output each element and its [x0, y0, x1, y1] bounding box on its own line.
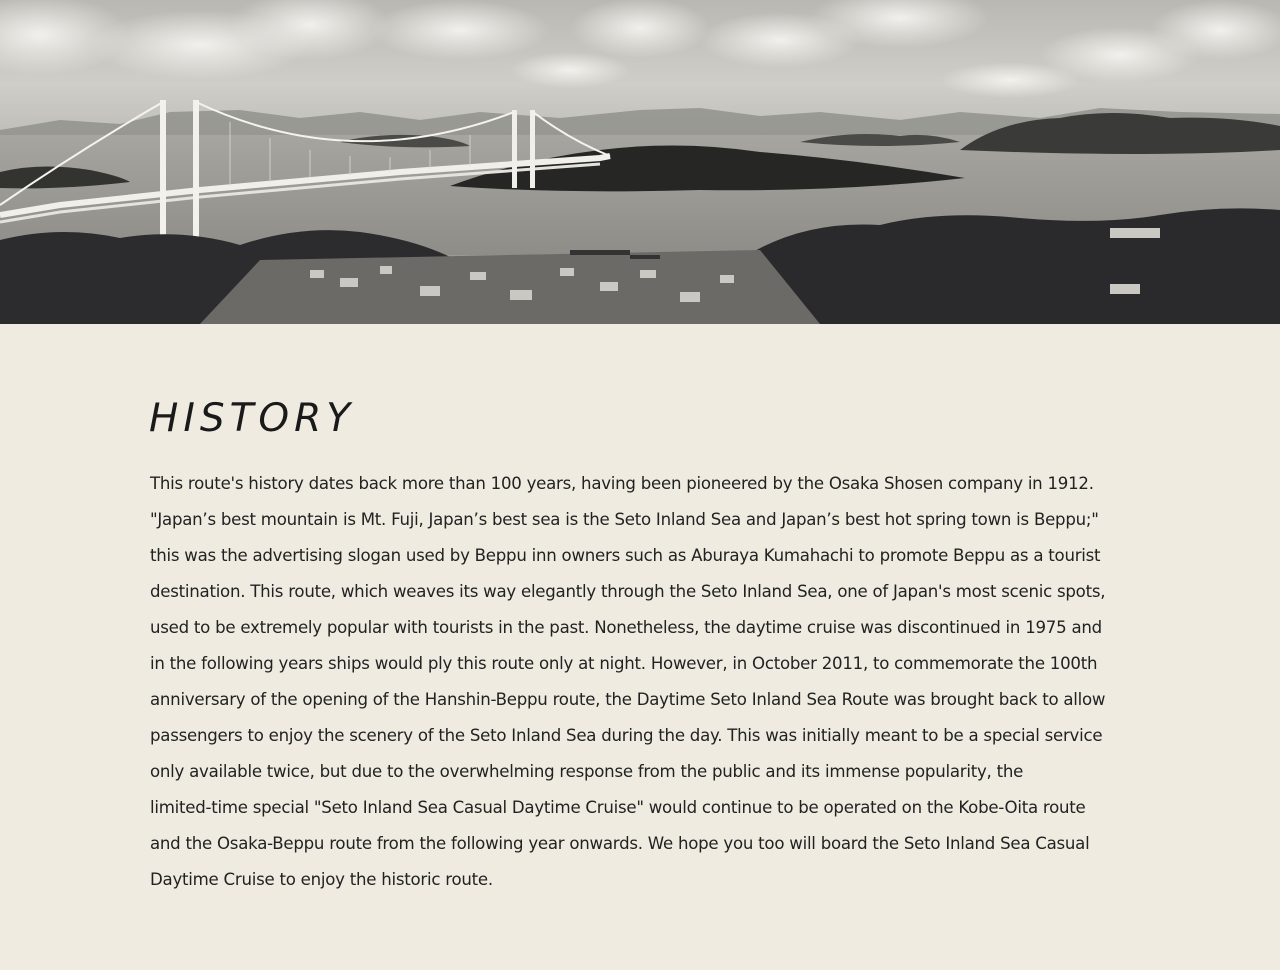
history-line: used to be extremely popular with tourists in the past. Nonetheless, the daytime cruise was discontinued in 1975 and — [150, 618, 1102, 637]
history-line: in the following years ships would ply this route only at night. However, in October 2011, to commemorate the 100th — [150, 654, 1098, 673]
history-line: this was the advertising slogan used by Beppu inn owners such as Aburaya Kumahachi to promote Beppu as a tourist — [150, 546, 1101, 565]
history-line: only available twice, but due to the overwhelming response from the public and its immense popularity, the — [150, 762, 1024, 781]
hero-image — [0, 0, 1280, 324]
history-line: limited-time special "Seto Inland Sea Casual Daytime Cruise" would continue to be operated on the Kobe-Oita route — [150, 798, 1086, 817]
history-heading: HISTORY — [149, 396, 356, 441]
bridge-seascape-photo-icon — [0, 0, 1280, 324]
history-section — [150, 396, 1140, 898]
history-line: "Japan’s best mountain is Mt. Fuji, Japan’s best sea is the Seto Inland Sea and Japan’s best hot spring town is Beppu;" — [150, 510, 1099, 529]
history-line: passengers to enjoy the scenery of the Seto Inland Sea during the day. This was initially meant to be a special service — [150, 726, 1103, 745]
history-paragraph — [150, 466, 1140, 898]
history-line: This route's history dates back more than 100 years, having been pioneered by the Osaka Shosen company in 1912. — [150, 474, 1094, 493]
history-line: Daytime Cruise to enjoy the historic route. — [150, 870, 493, 889]
history-line: destination. This route, which weaves its way elegantly through the Seto Inland Sea, one of Japan's most scenic spots, — [150, 582, 1106, 601]
history-line: anniversary of the opening of the Hanshin-Beppu route, the Daytime Seto Inland Sea Route was brought back to allow — [150, 690, 1106, 709]
history-line: and the Osaka-Beppu route from the following year onwards. We hope you too will board the Seto Inland Sea Casual — [150, 834, 1090, 853]
